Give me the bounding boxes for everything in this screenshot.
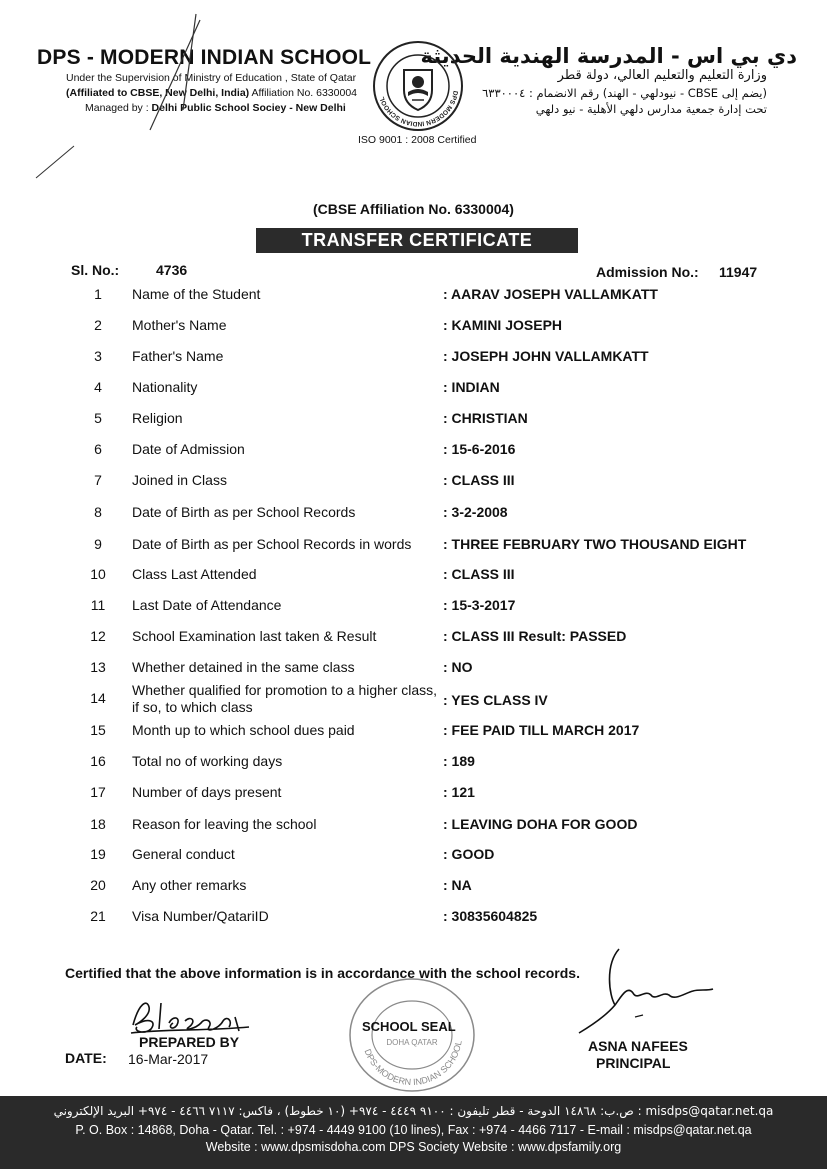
row-class-last-attended bbox=[0, 566, 827, 588]
row-label: Nationality bbox=[132, 379, 198, 395]
row-value: : 30835604825 bbox=[443, 908, 538, 924]
logo-ring-text: DPS MODERN INDIAN SCHOOL bbox=[378, 90, 459, 128]
header-affiliation-bold: (Affiliated to CBSE, New Delhi, India) bbox=[66, 87, 250, 99]
row-label: Visa Number/QatariID bbox=[132, 908, 269, 924]
row-number: 13 bbox=[90, 659, 106, 675]
row-number: 17 bbox=[90, 784, 106, 800]
row-detained bbox=[0, 659, 827, 681]
row-exam-result bbox=[0, 628, 827, 650]
row-label: Religion bbox=[132, 410, 183, 426]
row-father-name bbox=[0, 348, 827, 370]
row-number: 21 bbox=[90, 908, 106, 924]
row-label: Month up to which school dues paid bbox=[132, 722, 355, 738]
row-number: 8 bbox=[94, 504, 102, 520]
row-label: School Examination last taken & Result bbox=[132, 628, 377, 644]
row-value: : 15-3-2017 bbox=[443, 597, 516, 613]
admission-number-label: Admission No.: bbox=[596, 264, 699, 280]
row-value: : GOOD bbox=[443, 846, 495, 862]
header-ar-affiliation: (يضم إلى CBSE - نيودلهي - الهند) رقم الانضمام : ٦٣٣٠٠٠٤ bbox=[482, 86, 767, 100]
row-date-of-birth-words bbox=[0, 536, 827, 558]
footer-contact-bar bbox=[0, 1096, 827, 1169]
row-value: : FEE PAID TILL MARCH 2017 bbox=[443, 722, 640, 738]
row-number: 18 bbox=[90, 816, 106, 832]
seal-ring-text: DPS-MODERN INDIAN SCHOOL bbox=[362, 1039, 464, 1088]
admission-number-value: 11947 bbox=[719, 264, 758, 280]
row-number: 2 bbox=[94, 317, 102, 333]
row-label: Last Date of Attendance bbox=[132, 597, 282, 613]
iso-certification: ISO 9001 : 2008 Certified bbox=[358, 134, 477, 146]
row-label: Date of Admission bbox=[132, 441, 245, 457]
serial-number-value: 4736 bbox=[156, 262, 188, 278]
row-label: Mother's Name bbox=[132, 317, 227, 333]
row-value: : CLASS III bbox=[443, 566, 515, 582]
row-days-present bbox=[0, 784, 827, 806]
row-value: : JOSEPH JOHN VALLAMKATT bbox=[443, 348, 649, 364]
row-joined-class bbox=[0, 472, 827, 494]
seal-doha-text: DOHA QATAR bbox=[386, 1038, 438, 1047]
row-value: : 15-6-2016 bbox=[443, 441, 516, 457]
school-seal-stamp bbox=[345, 975, 480, 1095]
row-label: Whether detained in the same class bbox=[132, 659, 355, 675]
row-other-remarks bbox=[0, 877, 827, 899]
row-value: : YES CLASS IV bbox=[443, 692, 548, 708]
row-last-attendance bbox=[0, 597, 827, 619]
row-value: : AARAV JOSEPH VALLAMKATT bbox=[443, 286, 658, 302]
school-name-ar: دي بي اس - المدرسة الهندية الحديثة bbox=[420, 44, 797, 68]
header-supervision-line: Under the Supervision of Ministry of Education , State of Qatar bbox=[66, 72, 357, 84]
row-number: 12 bbox=[90, 628, 106, 644]
certification-statement: Certified that the above information is in accordance with the school records. bbox=[65, 965, 580, 981]
row-label: Any other remarks bbox=[132, 877, 247, 893]
header-ar-ministry: وزارة التعليم والتعليم العالي، دولة قطر bbox=[557, 68, 767, 83]
header-ar-managed: تحت إدارة جمعية مدارس دلهي الأهلية - نيو دلهي bbox=[535, 102, 767, 116]
footer-websites: Website : www.dpsmisdoha.com DPS Society Website : www.dpsfamily.org bbox=[205, 1140, 622, 1154]
row-label-line2: if so, to which class bbox=[132, 699, 253, 715]
row-number: 9 bbox=[94, 536, 102, 552]
row-value: : CLASS III Result: PASSED bbox=[443, 628, 627, 644]
row-value: : NO bbox=[443, 659, 473, 675]
row-number: 5 bbox=[94, 410, 102, 426]
row-dues-paid bbox=[0, 722, 827, 744]
row-working-days bbox=[0, 753, 827, 775]
school-seal-label: SCHOOL SEAL bbox=[362, 1019, 456, 1034]
row-number: 15 bbox=[90, 722, 106, 738]
row-student-name bbox=[0, 286, 827, 308]
row-value: : THREE FEBRUARY TWO THOUSAND EIGHT bbox=[443, 536, 747, 552]
principal-title: PRINCIPAL bbox=[596, 1055, 671, 1071]
row-promotion bbox=[0, 682, 827, 718]
row-label: Number of days present bbox=[132, 784, 282, 800]
row-value: : CHRISTIAN bbox=[443, 410, 528, 426]
row-label: Father's Name bbox=[132, 348, 224, 364]
footer-english-contact: P. O. Box : 14868, Doha - Qatar. Tel. : +974 - 4449 9100 (10 lines), Fax : +974 - 4466 7117 - E-mail : misdps@qatar.net.qa bbox=[75, 1123, 752, 1137]
row-number: 14 bbox=[90, 690, 106, 706]
row-general-conduct bbox=[0, 846, 827, 868]
header-affiliation-rest: Affiliation No. 6330004 bbox=[249, 87, 357, 99]
prepared-by-label: PREPARED BY bbox=[139, 1034, 240, 1050]
row-mother-name bbox=[0, 317, 827, 339]
row-number: 11 bbox=[90, 597, 106, 613]
header-managed-label: Managed by : bbox=[85, 102, 152, 114]
row-reason-leaving bbox=[0, 816, 827, 838]
row-visa-number bbox=[0, 908, 827, 930]
row-number: 20 bbox=[90, 877, 106, 893]
row-value: : LEAVING DOHA FOR GOOD bbox=[443, 816, 638, 832]
row-value: : CLASS III bbox=[443, 472, 515, 488]
row-label: Date of Birth as per School Records bbox=[132, 504, 356, 520]
row-number: 19 bbox=[90, 846, 106, 862]
school-name-en: DPS - MODERN INDIAN SCHOOL bbox=[37, 46, 372, 69]
row-value: : NA bbox=[443, 877, 472, 893]
row-nationality bbox=[0, 379, 827, 401]
row-label: Date of Birth as per School Records in words bbox=[132, 536, 412, 552]
certificate-title: TRANSFER CERTIFICATE bbox=[256, 228, 578, 253]
row-number: 7 bbox=[94, 472, 102, 488]
row-label bbox=[132, 682, 437, 716]
row-value: : KAMINI JOSEPH bbox=[443, 317, 563, 333]
row-value: : 3-2-2008 bbox=[443, 504, 508, 520]
principal-signature bbox=[575, 945, 720, 1040]
row-number: 16 bbox=[90, 753, 106, 769]
cbse-affiliation: (CBSE Affiliation No. 6330004) bbox=[313, 201, 514, 217]
row-date-of-birth bbox=[0, 504, 827, 526]
row-label: General conduct bbox=[132, 846, 235, 862]
date-value: 16-Mar-2017 bbox=[128, 1051, 209, 1067]
row-number: 3 bbox=[94, 348, 102, 364]
row-label: Reason for leaving the school bbox=[132, 816, 317, 832]
footer-arabic-contact: ص.ب: ١٤٨٦٨ الدوحة - قطر تليفون : ٩١٠٠ ٤٤٤٩ - ٩٧٤+ (١٠ خطوط) ، فاكس: ٧١١٧ ٤٤٦٦ - ٩٧٤+ البريد الإلكتروني : misdps@qatar.net.qa bbox=[53, 1104, 774, 1118]
row-value: : 121 bbox=[443, 784, 475, 800]
row-label-line1: Whether qualified for promotion to a higher class, bbox=[132, 682, 438, 698]
row-label: Joined in Class bbox=[132, 472, 227, 488]
pen-marks bbox=[0, 0, 827, 200]
date-label: DATE: bbox=[65, 1050, 107, 1066]
principal-name: ASNA NAFEES bbox=[588, 1038, 688, 1054]
row-label: Name of the Student bbox=[132, 286, 261, 302]
row-number: 10 bbox=[90, 566, 106, 582]
row-value: : INDIAN bbox=[443, 379, 500, 395]
row-label: Total no of working days bbox=[132, 753, 283, 769]
row-religion bbox=[0, 410, 827, 432]
row-number: 1 bbox=[94, 286, 102, 302]
row-number: 6 bbox=[94, 441, 102, 457]
row-date-of-admission bbox=[0, 441, 827, 463]
row-label: Class Last Attended bbox=[132, 566, 257, 582]
header-managed-bold: Delhi Public School Sociey - New Delhi bbox=[151, 102, 346, 114]
row-number: 4 bbox=[94, 379, 102, 395]
serial-number-label: Sl. No.: bbox=[71, 262, 120, 278]
row-value: : 189 bbox=[443, 753, 475, 769]
